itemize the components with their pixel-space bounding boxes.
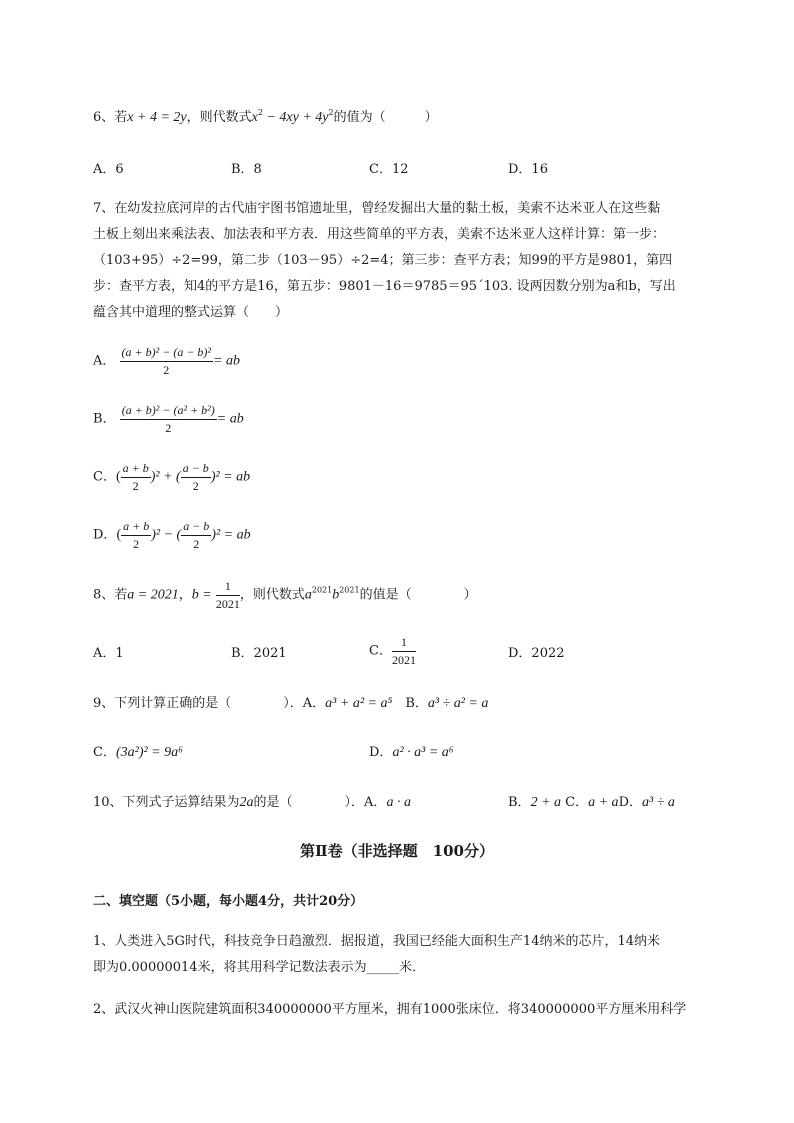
q6-mid: ，则代数式: [186, 110, 252, 125]
q7-d-frac-2: [181, 518, 211, 552]
q7-c-open: (: [115, 469, 121, 485]
q8-option-a: A．1: [93, 646, 124, 661]
fill-in-section-heading: 二、填空题（5小题，每小题4分，共计20分）: [93, 894, 364, 909]
question-8: [93, 578, 477, 612]
q8-option-c-label: C．: [369, 643, 392, 659]
q6-expr-b: − 4xy + 4y: [262, 110, 329, 125]
q7-option-d: [93, 518, 251, 552]
q7-line-3: （103+95）÷2=99，第二步（103－95）÷2=4；第三步：查平方表；知99的平方是9801，第四: [93, 253, 673, 268]
q8-mid: ，则代数式: [239, 587, 305, 603]
f1-line-2: 即为0.00000014米，将其用科学记数法表示为_____米．: [93, 960, 426, 975]
q7-line-4: 步：查平方表，知4的平方是16，第五步：9801－16＝9785＝95´103. 设两因数分别为a和b，写出: [93, 279, 676, 294]
q9-option-c-expr: (3a²)² = 9a⁶: [115, 745, 183, 760]
q7-c-rhs: )² = ab: [210, 469, 251, 485]
q8-option-c: [369, 634, 416, 668]
q8-suffix: 的值是（ ）: [359, 587, 477, 603]
q10-options-bcd: [508, 791, 675, 811]
q8-option-c-fraction: [392, 634, 416, 668]
q7-d-num-1: a + b: [121, 518, 151, 536]
q8-option-b: B．2021: [231, 646, 287, 661]
q7-option-b-fraction: [120, 402, 217, 436]
q7-b-denominator: 2: [165, 421, 172, 435]
q10-option-c-label: C．: [565, 795, 589, 810]
q6-option-a: A．6: [93, 162, 124, 177]
q7-c-mid: )² + (: [150, 469, 181, 485]
q10-option-d-label: D．: [618, 795, 642, 810]
q7-c-den-2: 2: [192, 479, 199, 493]
q9-text: 9、下列计算正确的是（ ）．A．: [93, 696, 326, 711]
q7-a-rhs: = ab: [213, 353, 240, 369]
q10-target: 2a: [239, 795, 254, 810]
q10-prefix: 10、下列式子运算结果为: [93, 795, 240, 810]
q7-d-num-2: a − b: [181, 518, 211, 536]
q8-prefix: 8、若: [93, 587, 128, 603]
fill-in-question-2: [93, 997, 753, 1023]
q6-option-d: D．16: [508, 162, 548, 177]
question-10: [93, 791, 411, 811]
q10-option-a-expr: a · a: [386, 795, 411, 810]
q6-condition: x + 4 = 2y: [127, 110, 187, 125]
q7-b-numerator: (a + b)² − (a² + b²): [120, 402, 217, 420]
q9-option-c: [93, 741, 183, 761]
q6-sq2: 2: [328, 108, 334, 117]
q7-d-open: (: [116, 527, 122, 543]
q7-line-1: 7、在幼发拉底河岸的古代庙宇图书馆遗址里，曾经发掘出大量的黏土板，美索不达米亚人在这些黏: [93, 201, 661, 216]
q8-exp-a: 2021: [311, 585, 333, 595]
q7-c-num-1: a + b: [121, 460, 151, 478]
q7-d-mid: )² − (: [151, 527, 182, 543]
q6-option-b: B．8: [231, 162, 262, 177]
q6-expr-a: x: [251, 110, 258, 125]
question-7-text: [93, 196, 753, 326]
q8-b-denominator: 2021: [215, 597, 240, 611]
q7-d-frac-1: [121, 518, 151, 552]
q7-option-a-fraction: [120, 344, 213, 378]
q10-option-b-expr: 2 + a: [530, 795, 562, 810]
q10-option-b-label: B．: [508, 795, 531, 810]
fill-in-question-1: [93, 929, 753, 981]
q7-option-d-label: D．: [93, 527, 117, 543]
q6-sq: 2: [257, 108, 263, 117]
q8-c-numerator: 1: [392, 634, 416, 652]
question-6: [93, 106, 438, 126]
q9-option-b-label: B．: [405, 696, 428, 711]
f1-line-1: 1、人类进入5G时代，科技竞争日趋激烈．据报道，我国已经能大面积生产14纳米的芯片，14纳米: [93, 934, 661, 949]
q6-prefix: 6、若: [93, 110, 128, 125]
question-9: [93, 692, 488, 712]
q7-a-numerator: (a + b)² − (a − b)²: [120, 344, 213, 362]
q7-d-rhs: )² = ab: [211, 527, 251, 543]
q7-c-num-2: a − b: [181, 460, 211, 478]
q9-option-d-expr: a² · a³ = a⁶: [392, 745, 454, 760]
q10-mid: 的是（ ）．A．: [253, 795, 387, 810]
part-2-title: 第Ⅱ卷（非选择题 100分）: [300, 842, 494, 860]
q8-exp-b: 2021: [339, 585, 360, 595]
q7-c-frac-2: [181, 460, 211, 494]
q7-option-a-label: A．: [93, 353, 116, 369]
q7-option-a: [93, 344, 240, 378]
q8-a-eq: a = 2021: [127, 587, 179, 603]
f2-line-1: 2、武汉火神山医院建筑面积340000000平方厘米，拥有1000张床位．将340000000平方厘米用科学: [93, 1002, 687, 1017]
q7-option-b-label: B．: [93, 411, 116, 427]
q9-option-a-expr: a³ + a² = a⁵: [325, 696, 393, 711]
q7-line-2: 土板上刻出来乘法表、加法表和平方表．用这些简单的平方表，美索不达米亚人这样计算：第一步：: [93, 227, 666, 242]
q9-option-b-expr: a³ ÷ a² = a: [427, 696, 489, 711]
q9-option-d: [369, 741, 454, 761]
q10-option-c-expr: a + a: [588, 795, 619, 810]
q8-b-eq: b =: [191, 587, 212, 603]
q8-option-d: D．2022: [508, 646, 565, 661]
q7-d-den-1: 2: [133, 537, 140, 551]
q7-b-rhs: = ab: [216, 411, 244, 427]
q9-option-c-label: C．: [93, 745, 116, 760]
q8-b-numerator: 1: [216, 578, 240, 596]
q7-c-frac-1: [121, 460, 151, 494]
q7-option-c: [93, 460, 250, 494]
q9-option-d-label: D．: [369, 745, 393, 760]
q8-comma: ，: [178, 587, 192, 603]
q7-d-den-2: 2: [193, 537, 200, 551]
q7-line-5: 蕴含其中道理的整式运算（ ）: [93, 305, 289, 320]
q8-base-a: a: [304, 587, 312, 603]
q6-option-c: C．12: [369, 162, 409, 177]
q10-option-d-expr: a³ ÷ a: [642, 795, 675, 810]
q7-a-denominator: 2: [163, 363, 170, 377]
q8-base-b: b: [332, 587, 340, 603]
q7-option-c-label: C．: [93, 469, 116, 485]
q7-option-b: [93, 402, 244, 436]
q6-suffix: 的值为（ ）: [333, 110, 438, 125]
q8-b-fraction: [216, 578, 240, 612]
q7-c-den-1: 2: [132, 479, 139, 493]
q8-c-denominator: 2021: [391, 653, 416, 667]
